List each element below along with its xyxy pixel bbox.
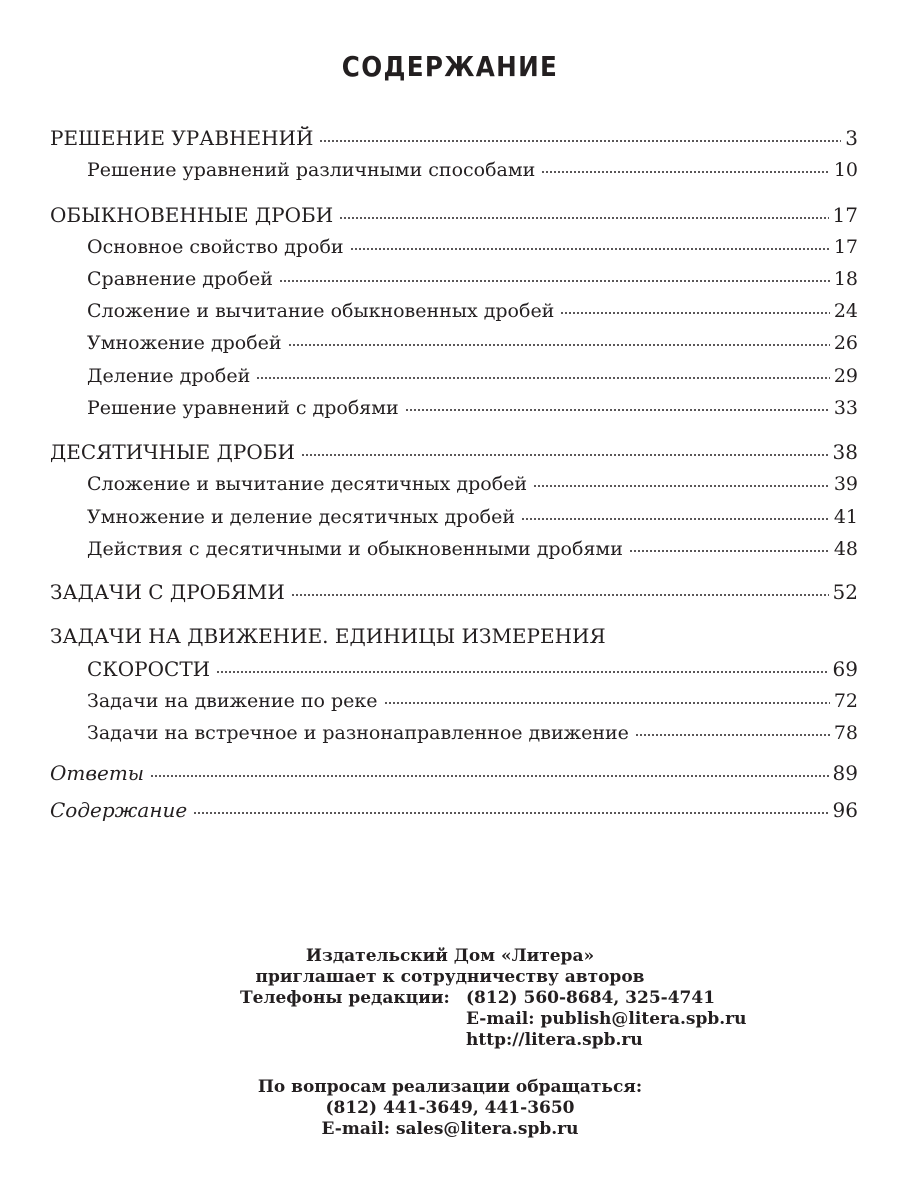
toc-page-number: 78 [833,722,858,744]
toc-subsection-row[interactable] [50,721,858,745]
toc-subsection-row[interactable] [50,299,858,323]
editorial-email-link[interactable]: E-mail: publish@litera.spb.ru [466,1009,747,1029]
toc-subsection-row[interactable] [50,331,858,355]
toc-label: Сложение и вычитание обыкновенных дробей [87,300,555,322]
toc-label: Основное свойство дроби [87,236,344,258]
dot-leader [384,702,830,704]
toc-section-row[interactable] [50,440,858,464]
toc-subsection-row[interactable] [50,537,858,561]
toc-label: Задачи на встречное и разнонаправленное движение [87,722,629,744]
dot-leader [635,734,830,736]
sales-heading: По вопросам реализации обращаться: [257,1077,643,1097]
toc-label: ЗАДАЧИ С ДРОБЯМИ [50,580,285,604]
publisher-name: Издательский Дом «Литера» [305,946,595,966]
dot-leader [629,550,830,552]
toc-section-row-continuation[interactable] [50,657,858,681]
dot-leader [541,171,830,173]
toc-page-number: 96 [832,798,858,822]
sales-phones: (812) 441-3649, 441-3650 [325,1098,575,1118]
toc-subsection-row[interactable] [50,267,858,291]
toc-label: ОБЫКНОВЕННЫЕ ДРОБИ [50,203,334,227]
toc-page-number: 10 [833,159,858,181]
toc-section-row[interactable] [50,761,858,785]
toc-subsection-row[interactable] [50,396,858,420]
dot-leader [288,344,830,346]
editorial-phones: (812) 560-8684, 325-4741 [466,988,716,1008]
dot-leader [521,518,830,520]
toc-label: Ответы [50,761,145,785]
dot-leader [319,140,841,142]
publisher-imprint [0,946,900,1051]
toc-label: ДЕСЯТИЧНЫЕ ДРОБИ [50,440,295,464]
toc-subsection-row[interactable] [50,158,858,182]
dot-leader [279,280,830,282]
toc-label: РЕШЕНИЕ УРАВНЕНИЙ [50,126,314,150]
page-title: СОДЕРЖАНИЕ [341,50,559,83]
dot-leader [560,312,829,314]
dot-leader [350,248,830,250]
toc-page-number: 29 [833,365,858,387]
toc-label: Сложение и вычитание десятичных дробей [87,473,528,495]
toc-page-number: 18 [833,268,858,290]
toc-section-row[interactable] [50,203,858,227]
toc-page-number: 17 [833,236,858,258]
toc-subsection-row[interactable] [50,689,858,713]
toc-label: Решение уравнений с дробями [87,397,399,419]
phones-label: Телефоны редакции: [240,988,450,1008]
editorial-contacts [0,988,900,1051]
dot-leader [216,671,828,673]
toc-subsection-row[interactable] [50,364,858,388]
dot-leader [150,775,828,777]
toc-label: СКОРОСТИ [87,657,211,681]
toc-label: Содержание [50,798,188,822]
sales-email-link[interactable]: E-mail: sales@litera.spb.ru [321,1119,579,1139]
toc-section-row[interactable] [50,580,858,604]
toc-page-number: 26 [833,332,858,354]
toc-subsection-row[interactable] [50,505,858,529]
toc-subsection-row[interactable] [50,235,858,259]
dot-leader [256,377,830,379]
toc-section-row[interactable] [50,126,858,150]
toc-label: ЗАДАЧИ НА ДВИЖЕНИЕ. ЕДИНИЦЫ ИЗМЕРЕНИЯ [50,624,606,648]
contact-values [466,988,746,1051]
sales-contacts [0,1077,900,1140]
toc-page-number: 33 [833,397,858,419]
toc-page-number: 52 [832,580,858,604]
toc-page-number: 41 [833,506,858,528]
toc-label: Умножение дробей [87,332,282,354]
toc-page-number: 38 [832,440,858,464]
dot-leader [193,812,828,814]
toc-label: Решение уравнений различными способами [87,159,536,181]
website-link[interactable]: http://litera.spb.ru [466,1030,643,1050]
dot-leader [301,454,829,456]
toc-page-number: 17 [832,203,858,227]
toc-page-number: 3 [845,126,858,150]
dot-leader [291,594,829,596]
toc-page-number: 48 [833,538,858,560]
toc-page-number: 89 [832,761,858,785]
toc-page-number: 72 [833,690,858,712]
toc-label: Умножение и деление десятичных дробей [87,506,516,528]
toc-page-number: 24 [833,300,858,322]
dot-leader [405,409,830,411]
toc-page-number: 39 [833,473,858,495]
toc-page-number: 69 [832,657,858,681]
toc-label: Деление дробей [87,365,251,387]
toc-label: Сравнение дробей [87,268,273,290]
toc-label: Действия с десятичными и обыкновенными дробями [87,538,623,560]
toc-section-row[interactable] [50,798,858,822]
toc-section-row[interactable] [50,624,858,648]
publisher-invite: приглашает к сотрудничеству авторов [255,967,645,987]
dot-leader [533,485,830,487]
toc-label: Задачи на движение по реке [87,690,378,712]
toc-subsection-row[interactable] [50,472,858,496]
dot-leader [339,217,828,219]
